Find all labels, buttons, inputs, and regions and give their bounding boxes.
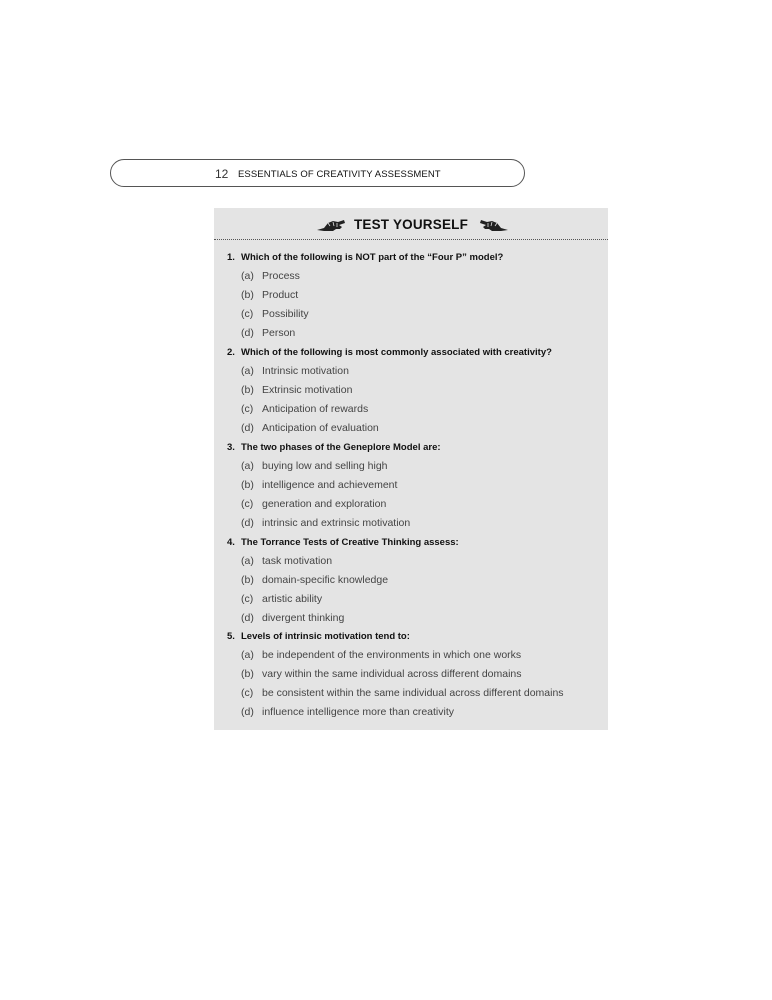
question-number: 1. <box>227 252 235 263</box>
running-header <box>110 159 525 187</box>
option-text: Process <box>262 270 300 282</box>
option-letter: (a) <box>241 649 254 661</box>
option-1a <box>241 270 300 282</box>
option-text: Possibility <box>262 308 309 320</box>
option-4d <box>241 612 344 624</box>
question-3 <box>227 442 441 453</box>
option-text: artistic ability <box>262 593 323 605</box>
question-number: 2. <box>227 347 235 358</box>
option-5c <box>241 687 564 699</box>
option-text: be independent of the environments in which one works <box>262 649 522 661</box>
test-yourself-box <box>214 208 608 730</box>
option-3b <box>241 479 397 491</box>
option-letter: (b) <box>241 668 254 680</box>
page-number: 12 <box>215 167 229 181</box>
option-3c <box>241 498 386 510</box>
option-text: Anticipation of rewards <box>262 403 369 415</box>
option-text: intelligence and achievement <box>262 479 398 491</box>
option-1b <box>241 289 298 301</box>
option-text: influence intelligence more than creativity <box>262 706 455 718</box>
option-2d <box>241 422 379 434</box>
question-4 <box>227 537 459 548</box>
question-text: The Torrance Tests of Creative Thinking assess: <box>241 537 459 548</box>
question-text: Which of the following is NOT part of the “Four P” model? <box>241 252 504 263</box>
question-text: Which of the following is most commonly associated with creativity? <box>241 347 552 358</box>
option-5a <box>241 649 521 661</box>
option-letter: (a) <box>241 555 254 567</box>
book-title: ESSENTIALS OF CREATIVITY ASSESSMENT <box>238 169 441 180</box>
quiz-title: TEST YOURSELF <box>353 217 469 232</box>
option-1c <box>241 308 309 320</box>
option-5b <box>241 668 522 680</box>
option-2c <box>241 403 368 415</box>
option-letter: (a) <box>241 365 254 377</box>
option-text: intrinsic and extrinsic motivation <box>262 517 411 529</box>
option-letter: (a) <box>241 460 254 472</box>
option-text: buying low and selling high <box>262 460 388 472</box>
option-text: task motivation <box>262 555 333 567</box>
option-text: Extrinsic motivation <box>262 384 353 396</box>
pointing-hand-right-icon <box>479 217 509 233</box>
option-letter: (d) <box>241 612 254 624</box>
option-text: domain-specific knowledge <box>262 574 389 586</box>
option-letter: (b) <box>241 289 254 301</box>
option-4c <box>241 593 322 605</box>
question-text: Levels of intrinsic motivation tend to: <box>241 631 410 642</box>
option-letter: (d) <box>241 706 254 718</box>
question-2 <box>227 347 552 358</box>
option-1d <box>241 327 295 339</box>
option-text: Anticipation of evaluation <box>262 422 379 434</box>
option-letter: (c) <box>241 687 254 699</box>
option-text: divergent thinking <box>262 612 345 624</box>
option-letter: (b) <box>241 384 254 396</box>
option-3d <box>241 517 410 529</box>
option-letter: (b) <box>241 479 254 491</box>
question-number: 4. <box>227 537 235 548</box>
option-4a <box>241 555 332 567</box>
option-letter: (c) <box>241 308 254 320</box>
option-letter: (c) <box>241 593 254 605</box>
question-1 <box>227 252 503 263</box>
option-text: Intrinsic motivation <box>262 365 349 377</box>
option-4b <box>241 574 388 586</box>
question-number: 3. <box>227 442 235 453</box>
option-text: Person <box>262 327 296 339</box>
quiz-header <box>214 208 608 240</box>
option-letter: (b) <box>241 574 254 586</box>
question-number: 5. <box>227 631 235 642</box>
question-text: The two phases of the Geneplore Model are: <box>241 442 441 453</box>
option-text: generation and exploration <box>262 498 387 510</box>
option-letter: (c) <box>241 498 254 510</box>
option-letter: (c) <box>241 403 254 415</box>
question-5 <box>227 631 410 642</box>
option-letter: (a) <box>241 270 254 282</box>
option-5d <box>241 706 454 718</box>
option-3a <box>241 460 388 472</box>
option-text: Product <box>262 289 299 301</box>
option-2b <box>241 384 352 396</box>
option-text: be consistent within the same individual across different domains <box>262 687 564 699</box>
option-text: vary within the same individual across different domains <box>262 668 522 680</box>
option-2a <box>241 365 349 377</box>
option-letter: (d) <box>241 327 254 339</box>
option-letter: (d) <box>241 517 254 529</box>
option-letter: (d) <box>241 422 254 434</box>
